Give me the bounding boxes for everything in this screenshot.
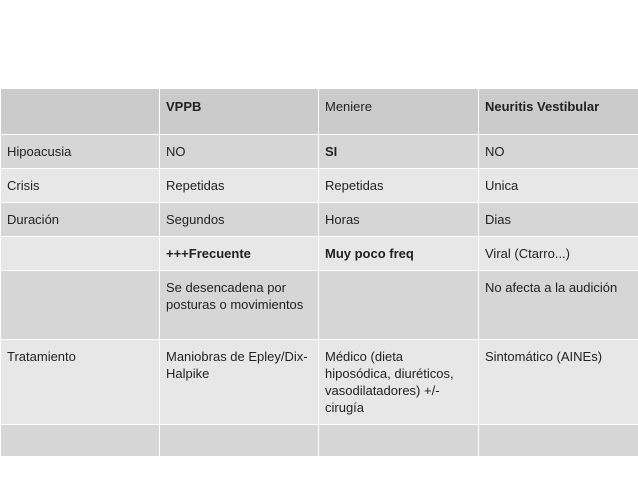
table-cell: Repetidas — [160, 169, 319, 203]
table-cell — [319, 271, 479, 340]
table-row — [1, 237, 638, 271]
table-cell: Crisis — [1, 169, 160, 203]
table-row — [1, 425, 638, 457]
comparison-table — [0, 88, 638, 457]
table-cell: Maniobras de Epley/Dix-Halpike — [160, 340, 319, 425]
table-cell: +++Frecuente — [160, 237, 319, 271]
table-row — [1, 169, 638, 203]
table-row — [1, 340, 638, 425]
table-cell: Dias — [479, 203, 638, 237]
table-row — [1, 271, 638, 340]
header-cell-neuritis: Neuritis Vestibular — [479, 89, 638, 135]
table-cell: Duración — [1, 203, 160, 237]
table-cell: NO — [479, 135, 638, 169]
table-cell — [1, 271, 160, 340]
header-cell-meniere: Meniere — [319, 89, 479, 135]
header-cell-vppb: VPPB — [160, 89, 319, 135]
table-cell: Segundos — [160, 203, 319, 237]
table-row — [1, 135, 638, 169]
table-cell — [160, 425, 319, 457]
table-cell: Muy poco freq — [319, 237, 479, 271]
table-cell: SI — [319, 135, 479, 169]
table-cell — [479, 425, 638, 457]
table-header-row — [1, 89, 638, 135]
table-row — [1, 203, 638, 237]
table-cell — [319, 425, 479, 457]
table-cell: NO — [160, 135, 319, 169]
table-cell: Sintomático (AINEs) — [479, 340, 638, 425]
table-cell — [1, 425, 160, 457]
table-cell — [1, 237, 160, 271]
table-cell: Médico (dieta hiposódica, diuréticos, vasodilatadores) +/- cirugía — [319, 340, 479, 425]
table-cell: Tratamiento — [1, 340, 160, 425]
header-cell-empty — [1, 89, 160, 135]
table-cell: Hipoacusia — [1, 135, 160, 169]
table-cell: Repetidas — [319, 169, 479, 203]
table-cell: No afecta a la audición — [479, 271, 638, 340]
table-cell: Unica — [479, 169, 638, 203]
table-cell: Horas — [319, 203, 479, 237]
table-cell: Viral (Ctarro...) — [479, 237, 638, 271]
table-cell: Se desencadena por posturas o movimientos — [160, 271, 319, 340]
